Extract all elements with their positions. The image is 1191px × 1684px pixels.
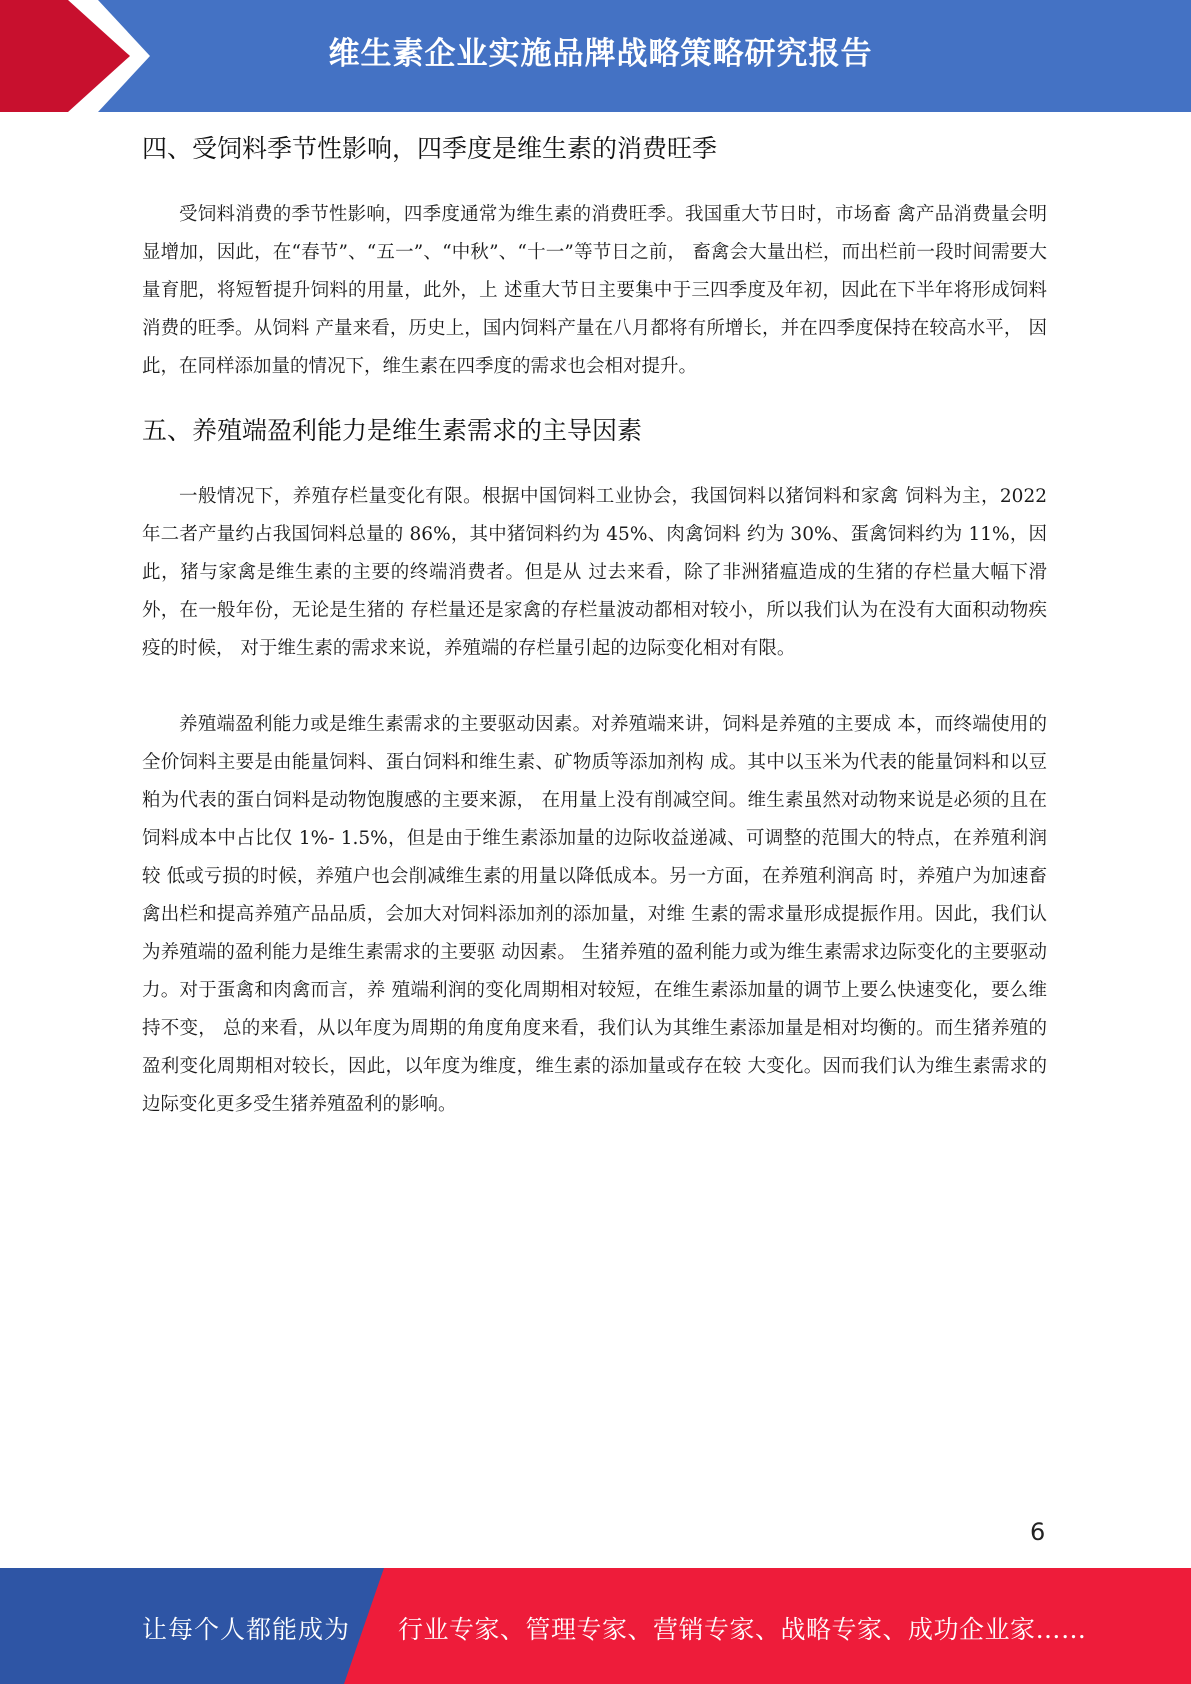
section-four (142, 112, 1047, 386)
header-banner (0, 0, 1191, 112)
footer-banner (0, 1568, 1191, 1684)
body-paragraph: 养殖端盈利能力或是维生素需求的主要驱动因素。对养殖端来讲，饲料是养殖的主要成 本，而终端使用的全价饲料主要是由能量饲料、蛋白饲料和维生素、矿物质等添加剂构 成。其中以玉米为代表的能量饲料和以豆粕为代表的蛋白饲料是动物饱腹感的主要来源， 在用量上没有削减空间。维生素虽然对动物来说是必须的且在饲料成本中占比仅 1%- 1.5%，但是由于维生素添加量的边际收益递减、可调整的范围大的特点，在养殖利润较 低或亏损的时候，养殖户也会削减维生素的用量以降低成本。另一方面，在养殖利润高 时，养殖户为加速畜禽出栏和提高养殖产品品质，会加大对饲料添加剂的添加量，对维 生素的需求量形成提振作用。因此，我们认为养殖端的盈利能力是维生素需求的主要驱 动因素。 生猪养殖的盈利能力或为维生素需求边际变化的主要驱动力。对于蛋禽和肉禽而言，养 殖端利润的变化周期相对较短，在维生素添加量的调节上要么快速变化，要么维持不变， 总的来看，从以年度为周期的角度角度来看，我们认为其维生素添加量是相对均衡的。而生猪养殖的盈利变化周期相对较长，因此，以年度为维度，维生素的添加量或存在较 大变化。因而我们认为维生素需求的边际变化更多受生猪养殖盈利的影响。 (142, 714, 1047, 1115)
section-five (142, 386, 1047, 1124)
report-title: 维生素企业实施品牌战略策略研究报告 (328, 36, 873, 72)
section-heading: 四、受饲料季节性影响，四季度是维生素的消费旺季 (142, 134, 718, 163)
body-paragraph: 受饲料消费的季节性影响，四季度通常为维生素的消费旺季。我国重大节日时，市场畜 禽产品消费量会明显增加，因此，在“春节”、“五一”、“中秋”、“十一”等节日之前， 畜禽会大量出栏，而出栏前一段时间需要大量育肥，将短暂提升饲料的用量，此外，上 述重大节日主要集中于三四季度及年初，因此在下半年将形成饲料消费的旺季。从饲料 产量来看，历史上，国内饲料产量在八月都将有所增长，并在四季度保持在较高水平， 因此，在同样添加量的情况下，维生素在四季度的需求也会相对提升。 (142, 204, 1047, 377)
body-paragraph: 一般情况下，养殖存栏量变化有限。根据中国饲料工业协会，我国饲料以猪饲料和家禽 饲料为主，2022 年二者产量约占我国饲料总量的 86%，其中猪饲料约为 45%、肉禽饲料 约为 30%、蛋禽饲料约为 11%，因此，猪与家禽是维生素的主要的终端消费者。但是从 过去来看，除了非洲猪瘟造成的生猪的存栏量大幅下滑外，在一般年份，无论是生猪的 存栏量还是家禽的存栏量波动都相对较小，所以我们认为在没有大面积动物疾疫的时候， 对于维生素的需求来说，养殖端的存栏量引起的边际变化相对有限。 (142, 486, 1047, 659)
footer-roles: 行业专家、管理专家、营销专家、战略专家、成功企业家…… (398, 1615, 1087, 1644)
footer-slogan: 让每个人都能成为 (142, 1615, 351, 1644)
page-number: 6 (1030, 1518, 1046, 1546)
header-chevron-graphic (0, 0, 160, 112)
page-content (142, 112, 1047, 1124)
section-heading: 五、养殖端盈利能力是维生素需求的主导因素 (142, 416, 643, 445)
